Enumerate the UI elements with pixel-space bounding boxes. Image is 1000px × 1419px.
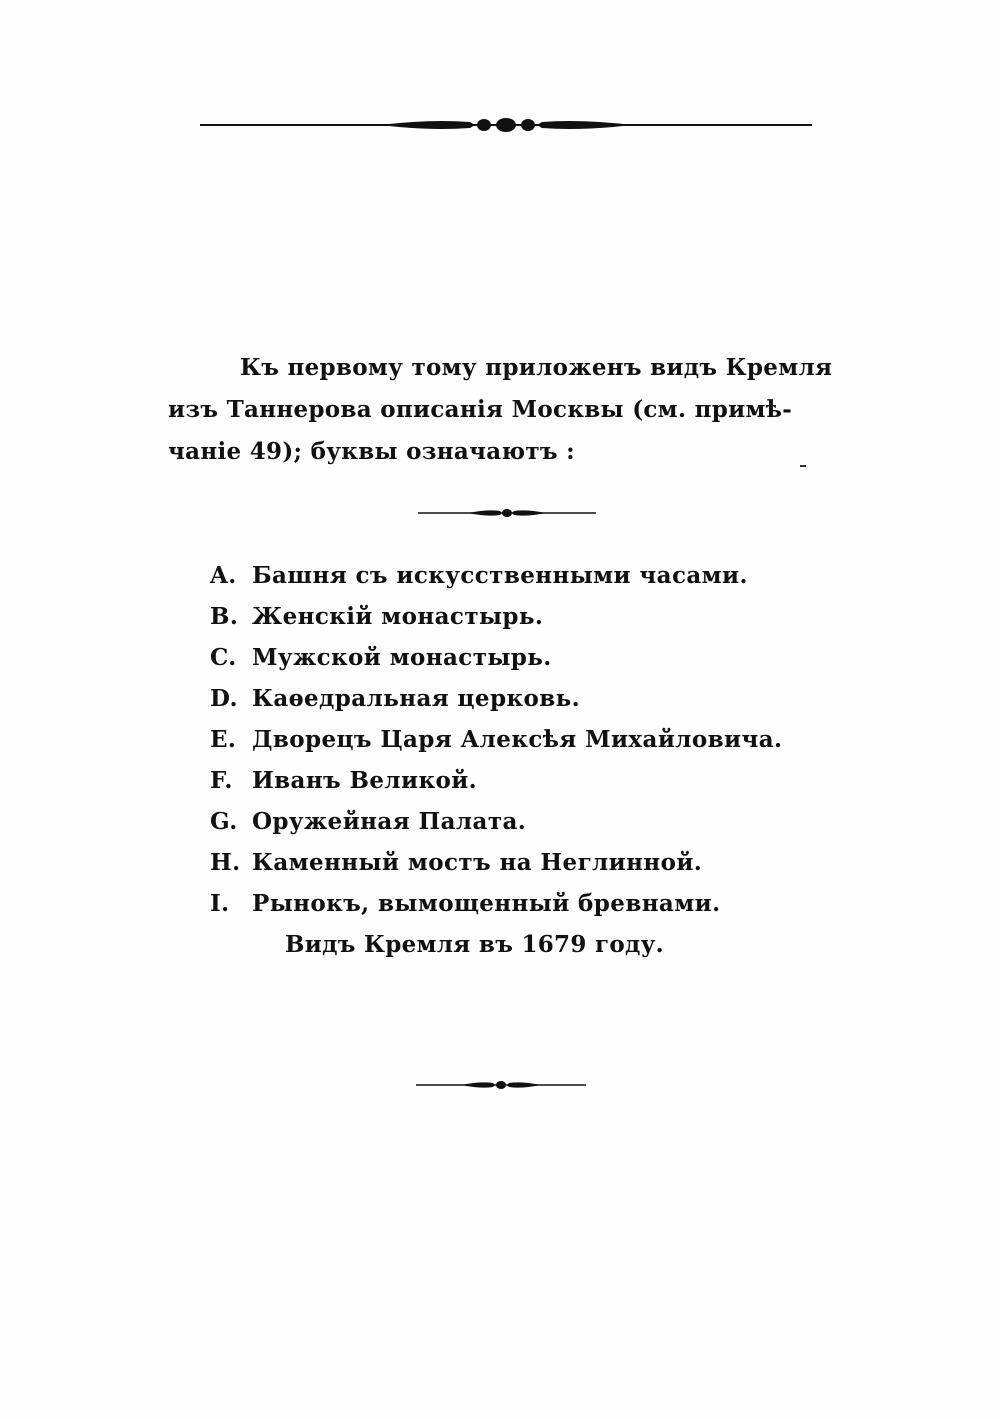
caption: Видъ Кремля въ 1679 году. xyxy=(285,931,664,958)
legend-item-i: I. Рынокъ, вымощенный бревнами. xyxy=(210,890,721,917)
stray-mark xyxy=(800,465,806,467)
intro-line-2: изъ Таннерова описанія Москвы (см. примѣ- xyxy=(168,396,793,423)
top-ornament-divider xyxy=(200,116,812,134)
legend-item-g: G. Оружейная Палата. xyxy=(210,808,527,835)
legend-item-h: H. Каменный мостъ на Неглинной. xyxy=(210,849,703,876)
bottom-ornament-divider xyxy=(416,1078,586,1092)
intro-line-1: Къ первому тому приложенъ видъ Кремля xyxy=(240,354,833,381)
middle-ornament-divider xyxy=(418,506,596,520)
legend-item-b: B. Женскій монастырь. xyxy=(210,603,544,630)
legend-item-f: F. Иванъ Великой. xyxy=(210,767,478,794)
intro-line-3: чаніе 49); буквы означаютъ : xyxy=(168,438,575,465)
legend-item-d: D. Каѳедральная церковь. xyxy=(210,685,580,712)
legend-item-c: C. Мужской монастырь. xyxy=(210,644,552,671)
legend-item-a: A. Башня съ искусственными часами. xyxy=(210,562,748,589)
legend-item-e: E. Дворецъ Царя Алексѣя Михайловича. xyxy=(210,726,783,753)
